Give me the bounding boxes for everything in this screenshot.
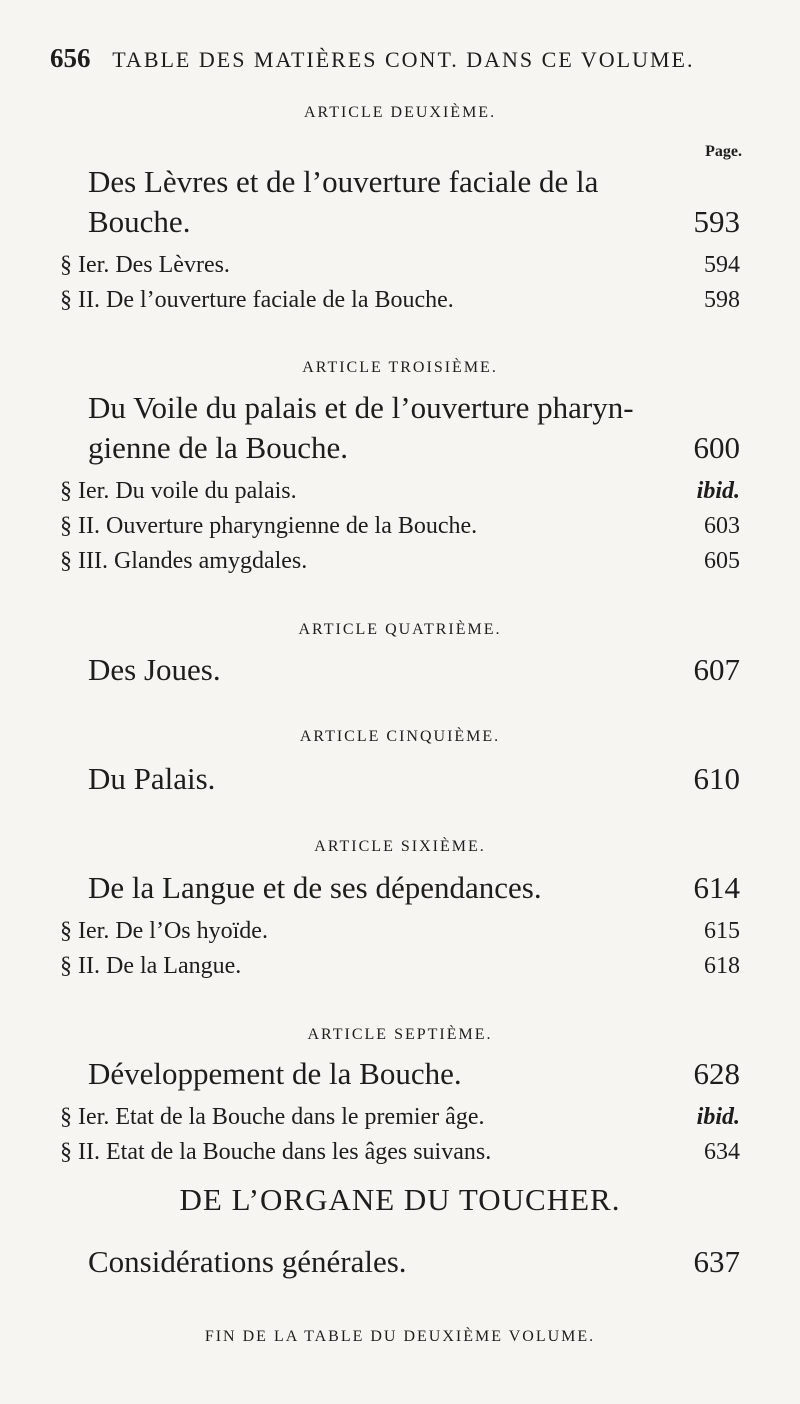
toc-entry[interactable] bbox=[88, 204, 740, 240]
toc-subentry[interactable] bbox=[60, 478, 740, 505]
subentry-label: § II. De l’ouverture faciale de la Bouche. bbox=[60, 287, 454, 313]
subentry-label: § Ier. Des Lèvres. bbox=[60, 252, 230, 278]
part-heading: DE L’ORGANE DU TOUCHER. bbox=[179, 1182, 621, 1217]
toc-entry[interactable] bbox=[88, 430, 740, 466]
article-heading: ARTICLE SIXIÈME. bbox=[314, 838, 486, 855]
section-title-line: Des Lèvres et de l’ouverture faciale de la bbox=[88, 164, 599, 199]
running-title: TABLE DES MATIÈRES CONT. DANS CE VOLUME. bbox=[112, 47, 695, 72]
toc-subentry[interactable] bbox=[60, 548, 740, 575]
entry-page: 610 bbox=[693, 761, 740, 796]
subentry-label: § Ier. De l’Os hyoïde. bbox=[60, 918, 268, 944]
entry-page: 600 bbox=[693, 430, 740, 465]
section-title-line: Du Voile du palais et de l’ouverture pharyn- bbox=[88, 390, 634, 425]
entry-label: gienne de la Bouche. bbox=[88, 430, 348, 465]
entry-label: Considérations générales. bbox=[88, 1244, 407, 1279]
toc-entry[interactable] bbox=[88, 652, 740, 688]
article-heading: ARTICLE DEUXIÈME. bbox=[303, 104, 497, 121]
toc-entry[interactable] bbox=[88, 870, 740, 906]
toc-entry[interactable] bbox=[88, 761, 740, 797]
article-heading: ARTICLE QUATRIÈME. bbox=[298, 621, 502, 638]
toc-subentry[interactable] bbox=[60, 513, 740, 540]
entry-label: Du Palais. bbox=[88, 761, 216, 796]
running-head bbox=[50, 43, 694, 74]
subentry-label: § Ier. Etat de la Bouche dans le premier âge. bbox=[60, 1104, 485, 1130]
subentry-page: 605 bbox=[704, 548, 740, 574]
article-heading: ARTICLE TROISIÈME. bbox=[302, 359, 498, 376]
subentry-label: § II. Etat de la Bouche dans les âges suivans. bbox=[60, 1139, 492, 1165]
subentry-label: § II. Ouverture pharyngienne de la Bouche. bbox=[60, 513, 478, 539]
toc-subentry[interactable] bbox=[60, 252, 740, 279]
subentry-page: 615 bbox=[704, 918, 740, 944]
subentry-label: § III. Glandes amygdales. bbox=[60, 548, 308, 574]
end-of-table-note: FIN DE LA TABLE DU DEUXIÈME VOLUME. bbox=[204, 1328, 596, 1345]
page-column-label: Page. bbox=[705, 143, 742, 160]
toc-subentry[interactable] bbox=[60, 953, 740, 980]
entry-page: 637 bbox=[693, 1244, 740, 1279]
toc-subentry[interactable] bbox=[60, 918, 740, 945]
subentry-page: 603 bbox=[704, 513, 740, 539]
page-number: 656 bbox=[50, 43, 91, 73]
subentry-label: § Ier. Du voile du palais. bbox=[60, 478, 297, 504]
toc-subentry[interactable] bbox=[60, 1104, 740, 1131]
subentry-page: 594 bbox=[704, 252, 740, 278]
entry-page: 614 bbox=[693, 870, 740, 905]
toc-subentry[interactable] bbox=[60, 287, 740, 314]
entry-label: Bouche. bbox=[88, 204, 191, 239]
entry-label: Développement de la Bouche. bbox=[88, 1056, 462, 1091]
subentry-page: 598 bbox=[704, 287, 740, 313]
subentry-page: 634 bbox=[704, 1139, 740, 1165]
article-heading: ARTICLE CINQUIÈME. bbox=[299, 728, 501, 745]
entry-label: Des Joues. bbox=[88, 652, 221, 687]
subentry-page: ibid. bbox=[696, 478, 740, 504]
entry-page: 628 bbox=[693, 1056, 740, 1091]
subentry-page: 618 bbox=[704, 953, 740, 979]
toc-subentry[interactable] bbox=[60, 1139, 740, 1166]
toc-entry[interactable] bbox=[88, 1244, 740, 1280]
article-heading: ARTICLE SEPTIÈME. bbox=[307, 1026, 493, 1043]
entry-label: De la Langue et de ses dépendances. bbox=[88, 870, 542, 905]
entry-page: 593 bbox=[693, 204, 740, 239]
toc-entry[interactable] bbox=[88, 1056, 740, 1092]
subentry-label: § II. De la Langue. bbox=[60, 953, 242, 979]
entry-page: 607 bbox=[693, 652, 740, 687]
subentry-page: ibid. bbox=[696, 1104, 740, 1130]
